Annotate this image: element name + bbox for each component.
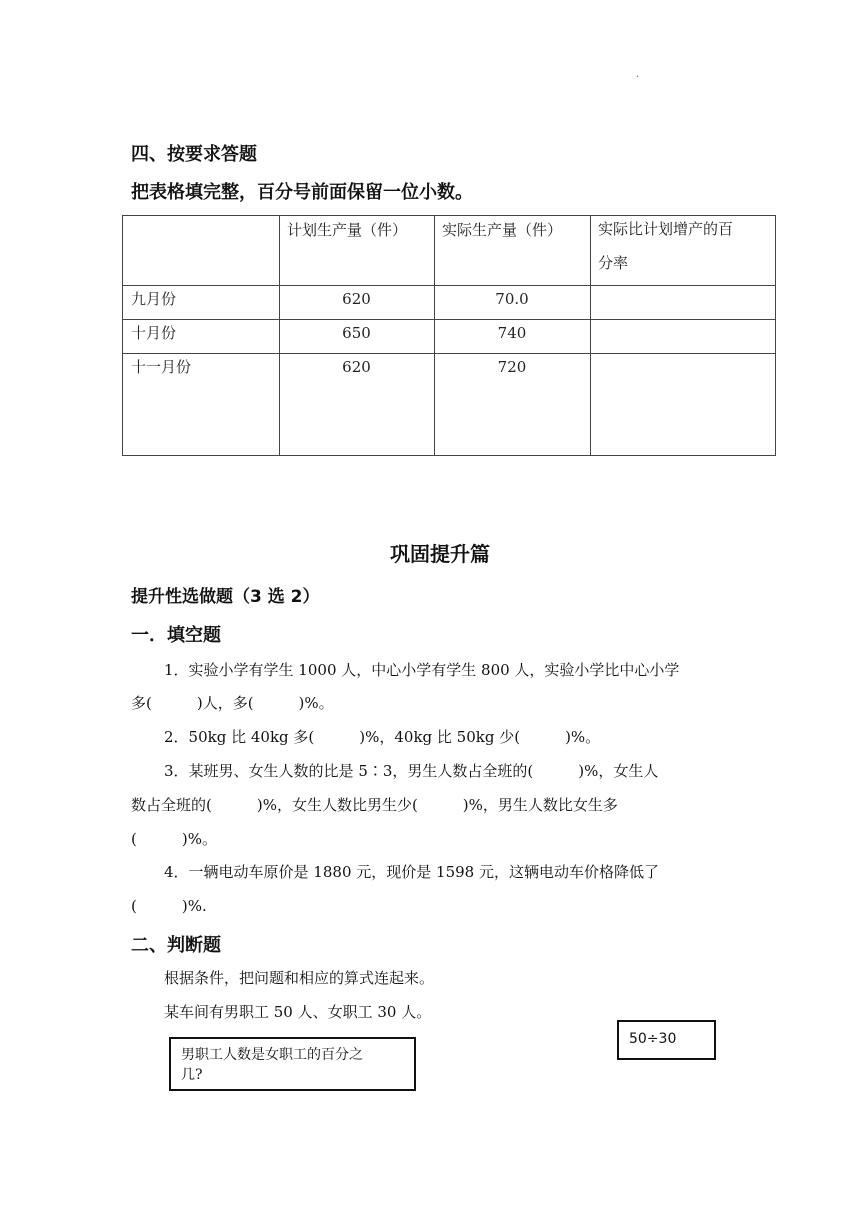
question-box[interactable] [169, 1037, 416, 1091]
question-1-line-2: 多( )人，多( )%。 [131, 694, 334, 712]
judgment-title: 二、判断题 [131, 935, 221, 956]
question-box-line-2: 几? [181, 1067, 203, 1083]
matching-condition: 某车间有男职工 50 人、女职工 30 人。 [164, 1003, 432, 1021]
subtitle: 提升性选做题（3 选 2） [131, 587, 320, 607]
row-divider [123, 285, 775, 286]
formula-box[interactable] [617, 1020, 716, 1060]
question-3-line-3: ( )%。 [131, 830, 217, 848]
table-row-actual: 70.0 [495, 290, 529, 308]
table-row-plan: 620 [342, 290, 371, 308]
row-divider [123, 319, 775, 320]
question-3-line-1: 3．某班男、女生人数的比是 5∶3，男生人数占全班的( )%，女生人 [164, 762, 659, 780]
header-actual: 实际生产量（件） [442, 221, 563, 239]
corner-mark: · [636, 72, 640, 83]
section-4-title: 四、按要求答题 [131, 144, 257, 165]
table-row-plan: 650 [342, 324, 371, 342]
table-row-plan: 620 [342, 358, 371, 376]
formula-text: 50÷30 [629, 1031, 677, 1047]
table-row-month: 十一月份 [131, 358, 192, 376]
table-row-actual: 720 [497, 358, 527, 376]
header-plan: 计划生产量（件） [287, 221, 408, 239]
question-4-line-1: 4．一辆电动车原价是 1880 元，现价是 1598 元，这辆电动车价格降低了 [164, 863, 659, 881]
table-row-actual: 740 [497, 324, 527, 342]
question-4-line-2: ( )%. [131, 897, 207, 915]
question-1-line-1: 1．实验小学有学生 1000 人，中心小学有学生 800 人，实验小学比中心小学 [164, 661, 680, 679]
fill-blank-title: 一．填空题 [131, 625, 221, 646]
question-3-line-2: 数占全班的( )%，女生人数比男生少( )%，男生人数比女生多 [131, 796, 618, 814]
column-divider [590, 216, 591, 455]
header-rate-line1: 实际比计划增产的百 [598, 220, 734, 238]
question-box-line-1: 男职工人数是女职工的百分之 [181, 1047, 363, 1063]
question-2: 2．50kg 比 40kg 多( )%，40kg 比 50kg 少( )%。 [164, 728, 601, 746]
chapter-title: 巩固提升篇 [390, 542, 490, 566]
row-divider [123, 353, 775, 354]
production-table [122, 215, 776, 456]
table-instruction: 把表格填完整，百分号前面保留一位小数。 [131, 182, 473, 203]
table-row-month: 十月份 [131, 324, 177, 342]
table-row-month: 九月份 [131, 290, 177, 308]
matching-instruction: 根据条件，把问题和相应的算式连起来。 [164, 969, 435, 987]
header-rate-line2: 分率 [598, 254, 629, 272]
